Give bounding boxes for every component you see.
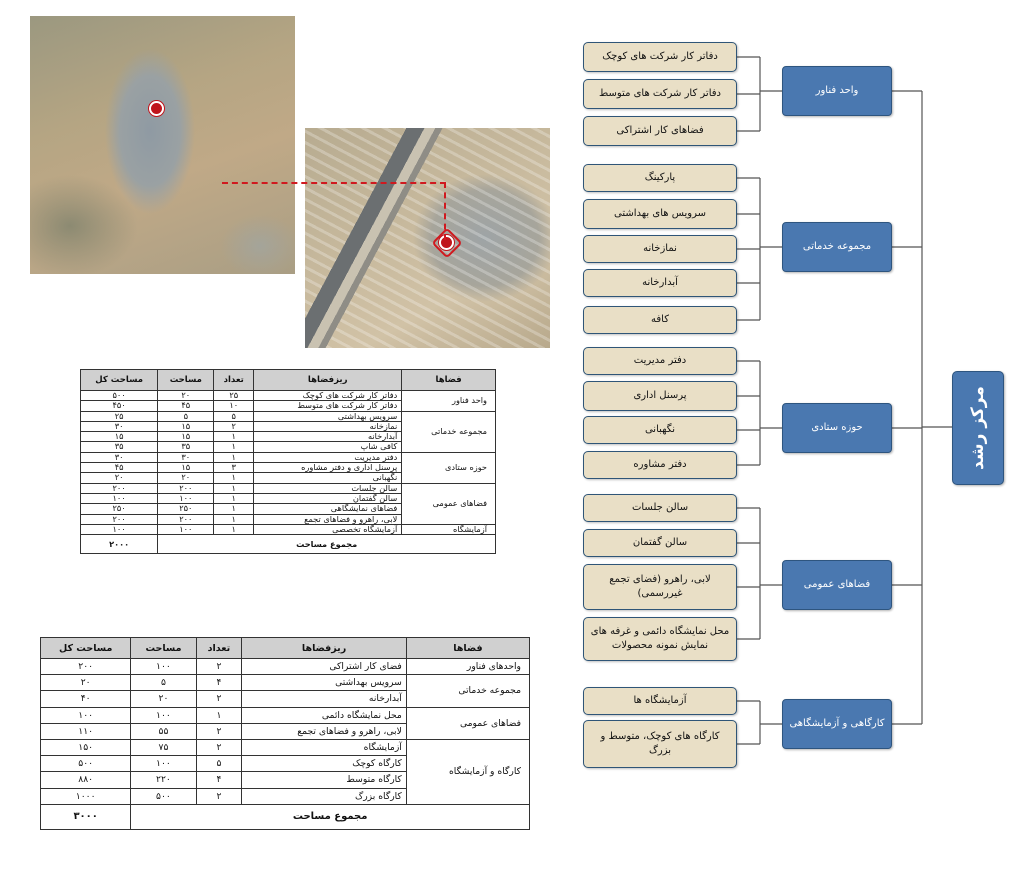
leaf-node: کارگاه های کوچک، متوسط و بزرگ	[583, 720, 737, 768]
total-cell: ۵۰۰	[81, 391, 158, 401]
total-cell: ۴۵	[81, 463, 158, 473]
leaf-node: سالن جلسات	[583, 494, 737, 522]
leaf-node: نمازخانه	[583, 235, 737, 263]
area-cell: ۳۵	[158, 442, 214, 452]
group-cell: فضاهای عمومی	[402, 483, 496, 524]
area-cell: ۵	[158, 411, 214, 421]
area-cell: ۲۵۰	[158, 504, 214, 514]
leaf-node: آبدارخانه	[583, 269, 737, 297]
sub-cell: سالن جلسات	[254, 483, 402, 493]
root-node	[952, 371, 1004, 485]
count-cell: ۲	[214, 421, 254, 431]
total-cell: ۲۵	[81, 411, 158, 421]
sub-cell: دفتر مدیریت	[254, 452, 402, 462]
area-cell: ۷۵	[131, 740, 196, 756]
leaf-node: پارکینگ	[583, 164, 737, 192]
count-cell: ۳	[214, 463, 254, 473]
area-cell: ۲۰	[158, 391, 214, 401]
category-node: مجموعه خدماتی	[782, 222, 892, 272]
column-header: تعداد	[214, 370, 254, 391]
column-header: ریزفضاها	[242, 638, 407, 659]
area-cell: ۱۰۰	[131, 707, 196, 723]
leaf-node: پرسنل اداری	[583, 381, 737, 411]
sub-cell: کارگاه کوچک	[242, 756, 407, 772]
area-cell: ۲۰	[158, 473, 214, 483]
total-cell: ۲۵۰	[81, 504, 158, 514]
area-cell: ۱۵	[158, 432, 214, 442]
root-label: مرکز رشد	[968, 386, 988, 470]
leaf-node: آزمایشگاه ها	[583, 687, 737, 715]
group-cell: مجموعه خدماتی	[406, 675, 529, 707]
column-header: مساحت	[158, 370, 214, 391]
area-cell: ۲۰۰	[158, 514, 214, 524]
area-cell: ۱۰۰	[131, 659, 196, 675]
leaf-node: دفاتر کار شرکت های کوچک	[583, 42, 737, 72]
count-cell: ۲	[196, 691, 242, 707]
total-cell: ۲۰۰	[41, 659, 131, 675]
leaf-node: دفتر مشاوره	[583, 451, 737, 479]
group-cell: واحدهای فناور	[406, 659, 529, 675]
column-header: مساحت کل	[81, 370, 158, 391]
total-cell: ۱۰۰	[81, 493, 158, 503]
sub-cell: سالن گفتمان	[254, 493, 402, 503]
sub-cell: دفاتر کار شرکت های متوسط	[254, 401, 402, 411]
column-header: مساحت کل	[41, 638, 131, 659]
count-cell: ۲	[196, 788, 242, 804]
total-value: ۳۰۰۰	[41, 804, 131, 829]
group-cell: واحد فناور	[402, 391, 496, 412]
area-cell: ۵۵	[131, 723, 196, 739]
sub-cell: نمازخانه	[254, 421, 402, 431]
leaf-node: دفتر مدیریت	[583, 347, 737, 375]
count-cell: ۴	[196, 772, 242, 788]
total-cell: ۴۵۰	[81, 401, 158, 411]
column-header: فضاها	[402, 370, 496, 391]
group-cell: فضاهای عمومی	[406, 707, 529, 739]
total-cell: ۴۰	[41, 691, 131, 707]
sub-cell: لابی، راهرو و فضاهای تجمع	[242, 723, 407, 739]
sub-cell: لابی، راهرو و فضاهای تجمع	[254, 514, 402, 524]
total-cell: ۸۸۰	[41, 772, 131, 788]
leaf-node: فضاهای کار اشتراکی	[583, 116, 737, 146]
total-cell: ۲۰	[41, 675, 131, 691]
area-cell: ۱۵	[158, 463, 214, 473]
total-cell: ۵۰۰	[41, 756, 131, 772]
leaf-node: سالن گفتمان	[583, 529, 737, 557]
area-cell: ۱۵	[158, 421, 214, 431]
count-cell: ۲۵	[214, 391, 254, 401]
area-cell: ۱۰۰	[131, 756, 196, 772]
leaf-node: نگهبانی	[583, 416, 737, 444]
count-cell: ۲	[196, 723, 242, 739]
count-cell: ۱	[214, 442, 254, 452]
sub-cell: سرویس بهداشتی	[254, 411, 402, 421]
total-value: ۲۰۰۰	[81, 535, 158, 554]
total-cell: ۳۵	[81, 442, 158, 452]
total-cell: ۲۰۰	[81, 483, 158, 493]
count-cell: ۱	[214, 452, 254, 462]
column-header: مساحت	[131, 638, 196, 659]
count-cell: ۴	[196, 675, 242, 691]
count-cell: ۱	[214, 514, 254, 524]
leaf-node: محل نمایشگاه دائمی و غرفه های نمایش نمونه محصولات	[583, 617, 737, 661]
area-cell: ۲۰	[131, 691, 196, 707]
count-cell: ۱	[214, 493, 254, 503]
area-cell: ۱۰۰	[158, 493, 214, 503]
count-cell: ۱	[214, 432, 254, 442]
total-cell: ۱۵۰	[41, 740, 131, 756]
sub-cell: محل نمایشگاه دائمی	[242, 707, 407, 723]
total-cell: ۱۰۰	[41, 707, 131, 723]
area-cell: ۲۰۰	[158, 483, 214, 493]
sub-cell: آبدارخانه	[254, 432, 402, 442]
area-cell: ۵۰۰	[131, 788, 196, 804]
sub-cell: پرسنل اداری و دفتر مشاوره	[254, 463, 402, 473]
sub-cell: فضاهای نمایشگاهی	[254, 504, 402, 514]
sub-cell: سرویس بهداشتی	[242, 675, 407, 691]
total-label: مجموع مساحت	[131, 804, 530, 829]
area-cell: ۵	[131, 675, 196, 691]
total-cell: ۱۰۰۰	[41, 788, 131, 804]
group-cell: آزمایشگاه	[402, 524, 496, 534]
count-cell: ۱	[214, 473, 254, 483]
count-cell: ۱	[214, 483, 254, 493]
total-cell: ۳۰	[81, 452, 158, 462]
count-cell: ۵	[214, 411, 254, 421]
total-cell: ۱۰۰	[81, 524, 158, 534]
sub-cell: دفاتر کار شرکت های کوچک	[254, 391, 402, 401]
column-header: فضاها	[406, 638, 529, 659]
category-node: فضاهای عمومی	[782, 560, 892, 610]
area-cell: ۳۰	[158, 452, 214, 462]
sub-cell: آبدارخانه	[242, 691, 407, 707]
leaf-node: لابی، راهرو (فضای تجمع غیررسمی)	[583, 564, 737, 610]
count-cell: ۱	[196, 707, 242, 723]
category-node: کارگاهی و آزمایشگاهی	[782, 699, 892, 749]
group-cell: حوزه ستادی	[402, 452, 496, 483]
total-cell: ۲۰۰	[81, 514, 158, 524]
area-cell: ۴۵	[158, 401, 214, 411]
sub-cell: کارگاه بزرگ	[242, 788, 407, 804]
category-node: حوزه ستادی	[782, 403, 892, 453]
count-cell: ۱	[214, 524, 254, 534]
leaf-node: کافه	[583, 306, 737, 334]
sub-cell: کارگاه متوسط	[242, 772, 407, 788]
leaf-node: دفاتر کار شرکت های متوسط	[583, 79, 737, 109]
sub-cell: آزمایشگاه تخصصی	[254, 524, 402, 534]
total-label: مجموع مساحت	[158, 535, 496, 554]
area-cell: ۲۲۰	[131, 772, 196, 788]
sub-cell: کافی شاپ	[254, 442, 402, 452]
column-header: تعداد	[196, 638, 242, 659]
count-cell: ۲	[196, 659, 242, 675]
group-cell: مجموعه خدماتی	[402, 411, 496, 452]
total-cell: ۳۰	[81, 421, 158, 431]
group-cell: کارگاه و آزمایشگاه	[406, 740, 529, 805]
count-cell: ۱۰	[214, 401, 254, 411]
sub-cell: آزمایشگاه	[242, 740, 407, 756]
category-node: واحد فناور	[782, 66, 892, 116]
sub-cell: نگهبانی	[254, 473, 402, 483]
leaf-node: سرویس های بهداشتی	[583, 199, 737, 229]
count-cell: ۲	[196, 740, 242, 756]
total-cell: ۱۱۰	[41, 723, 131, 739]
count-cell: ۵	[196, 756, 242, 772]
sub-cell: فضای کار اشتراکی	[242, 659, 407, 675]
area-cell: ۱۰۰	[158, 524, 214, 534]
column-header: ریزفضاها	[254, 370, 402, 391]
count-cell: ۱	[214, 504, 254, 514]
total-cell: ۱۵	[81, 432, 158, 442]
total-cell: ۲۰	[81, 473, 158, 483]
